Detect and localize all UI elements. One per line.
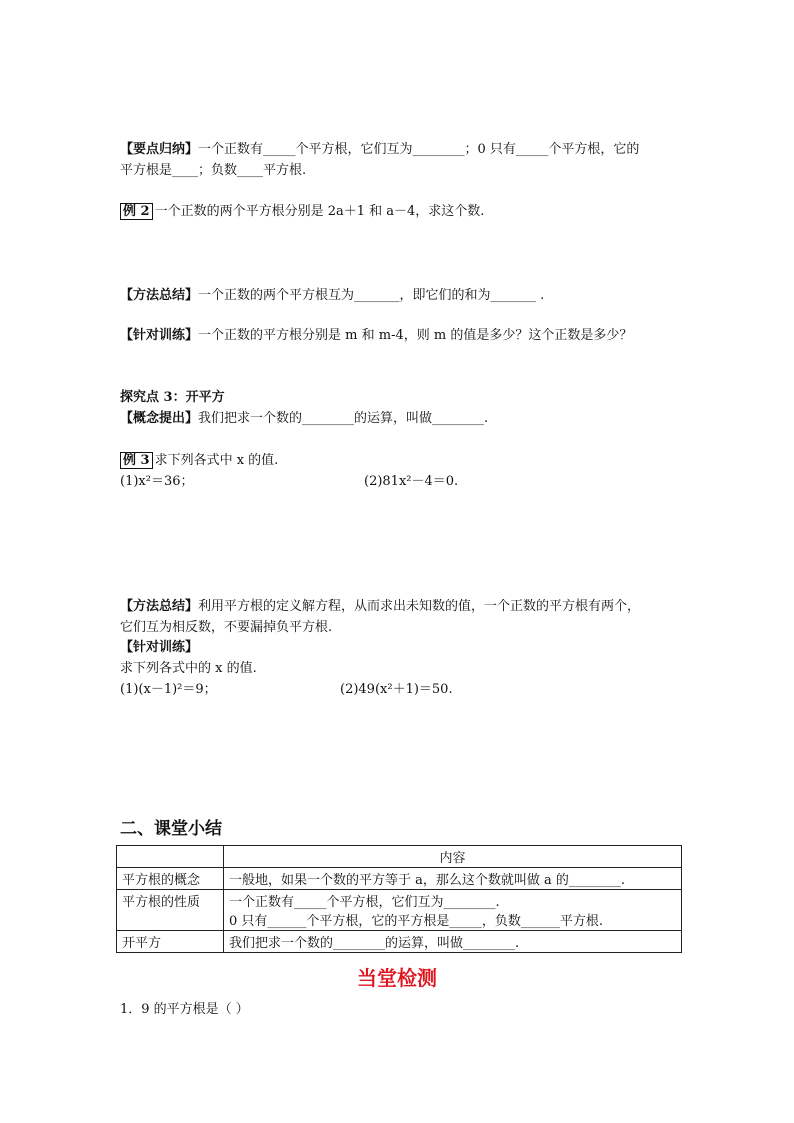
section-2-title: 二、课堂小结: [120, 819, 222, 839]
table-row: [117, 868, 682, 890]
training-2-q1: (1)(x－1)²＝9；: [120, 682, 217, 697]
concept-text: 我们把求一个数的________的运算，叫做________.: [198, 411, 489, 426]
example-3-tag: 例 3: [120, 452, 153, 469]
method-summary-1: [120, 287, 544, 305]
training-2-text: 求下列各式中的 x 的值.: [120, 661, 257, 676]
method-summary-2-label: 【方法总结】: [120, 599, 199, 614]
table-row-content: 一般地，如果一个数的平方等于 a，那么这个数就叫做 a 的________.: [224, 868, 682, 890]
example-3: [120, 452, 278, 470]
test-question-1: 1．9 的平方根是（ ）: [120, 1002, 249, 1017]
example-2: [120, 203, 484, 221]
keypoints-line-1: [120, 141, 639, 159]
training-2-q2: (2)49(x²＋1)＝50.: [340, 682, 453, 697]
training-1-text: 一个正数的平方根分别是 m 和 m-4，则 m 的值是多少？这个正数是多少？: [198, 328, 633, 343]
training-1: [120, 327, 632, 345]
keypoints-text-2: 平方根是____；负数____平方根.: [120, 163, 307, 178]
example-3-text: 求下列各式中 x 的值.: [154, 453, 279, 468]
summary-table: [116, 845, 682, 953]
concept-label: 【概念提出】: [120, 411, 199, 426]
explore-3-title: 探究点 3：开平方: [120, 390, 225, 405]
keypoints-line-2: [120, 162, 306, 180]
method-summary-1-label: 【方法总结】: [120, 288, 199, 303]
table-row-name: 平方根的概念: [117, 868, 224, 890]
training-1-label: 【针对训练】: [120, 328, 199, 343]
table-row-name: 开平方: [117, 931, 224, 953]
test-title: 当堂检测: [357, 966, 437, 990]
training-2-label: 【针对训练】: [120, 640, 199, 655]
table-row: [117, 890, 682, 931]
table-header-row: [117, 846, 682, 868]
keypoints-text-1: 一个正数有_____个平方根，它们互为________；0 只有_____个平方根，它的: [198, 142, 640, 157]
table-row-name: 平方根的性质: [117, 890, 224, 931]
method-summary-2-text-2: 它们互为相反数，不要漏掉负平方根.: [120, 620, 333, 635]
example-3-q1: (1)x²＝36；: [120, 474, 194, 489]
table-row-content-line-1: 一个正数有_____个平方根，它们互为________.: [229, 895, 500, 910]
table-row: [117, 931, 682, 953]
example-2-tag: 例 2: [120, 203, 153, 220]
table-header-content: 内容: [224, 846, 682, 868]
example-3-q2: (2)81x²－4＝0.: [364, 474, 459, 489]
table-row-content: [224, 890, 682, 931]
method-summary-2-text-1: 利用平方根的定义解方程，从而求出未知数的值，一个正数的平方根有两个，: [198, 599, 641, 614]
keypoints-label: 【要点归纳】: [120, 142, 199, 157]
table-header-empty: [117, 846, 224, 868]
method-summary-2-line-1: [120, 598, 640, 616]
table-row-content: 我们把求一个数的________的运算，叫做________.: [224, 931, 682, 953]
table-row-content-line-2: 0 只有______个平方根，它的平方根是_____，负数______平方根.: [229, 914, 604, 929]
concept-line: [120, 410, 488, 428]
example-2-text: 一个正数的两个平方根分别是 2a＋1 和 a－4，求这个数.: [154, 204, 485, 219]
method-summary-1-text: 一个正数的两个平方根互为_______，即它们的和为_______ .: [198, 288, 545, 303]
